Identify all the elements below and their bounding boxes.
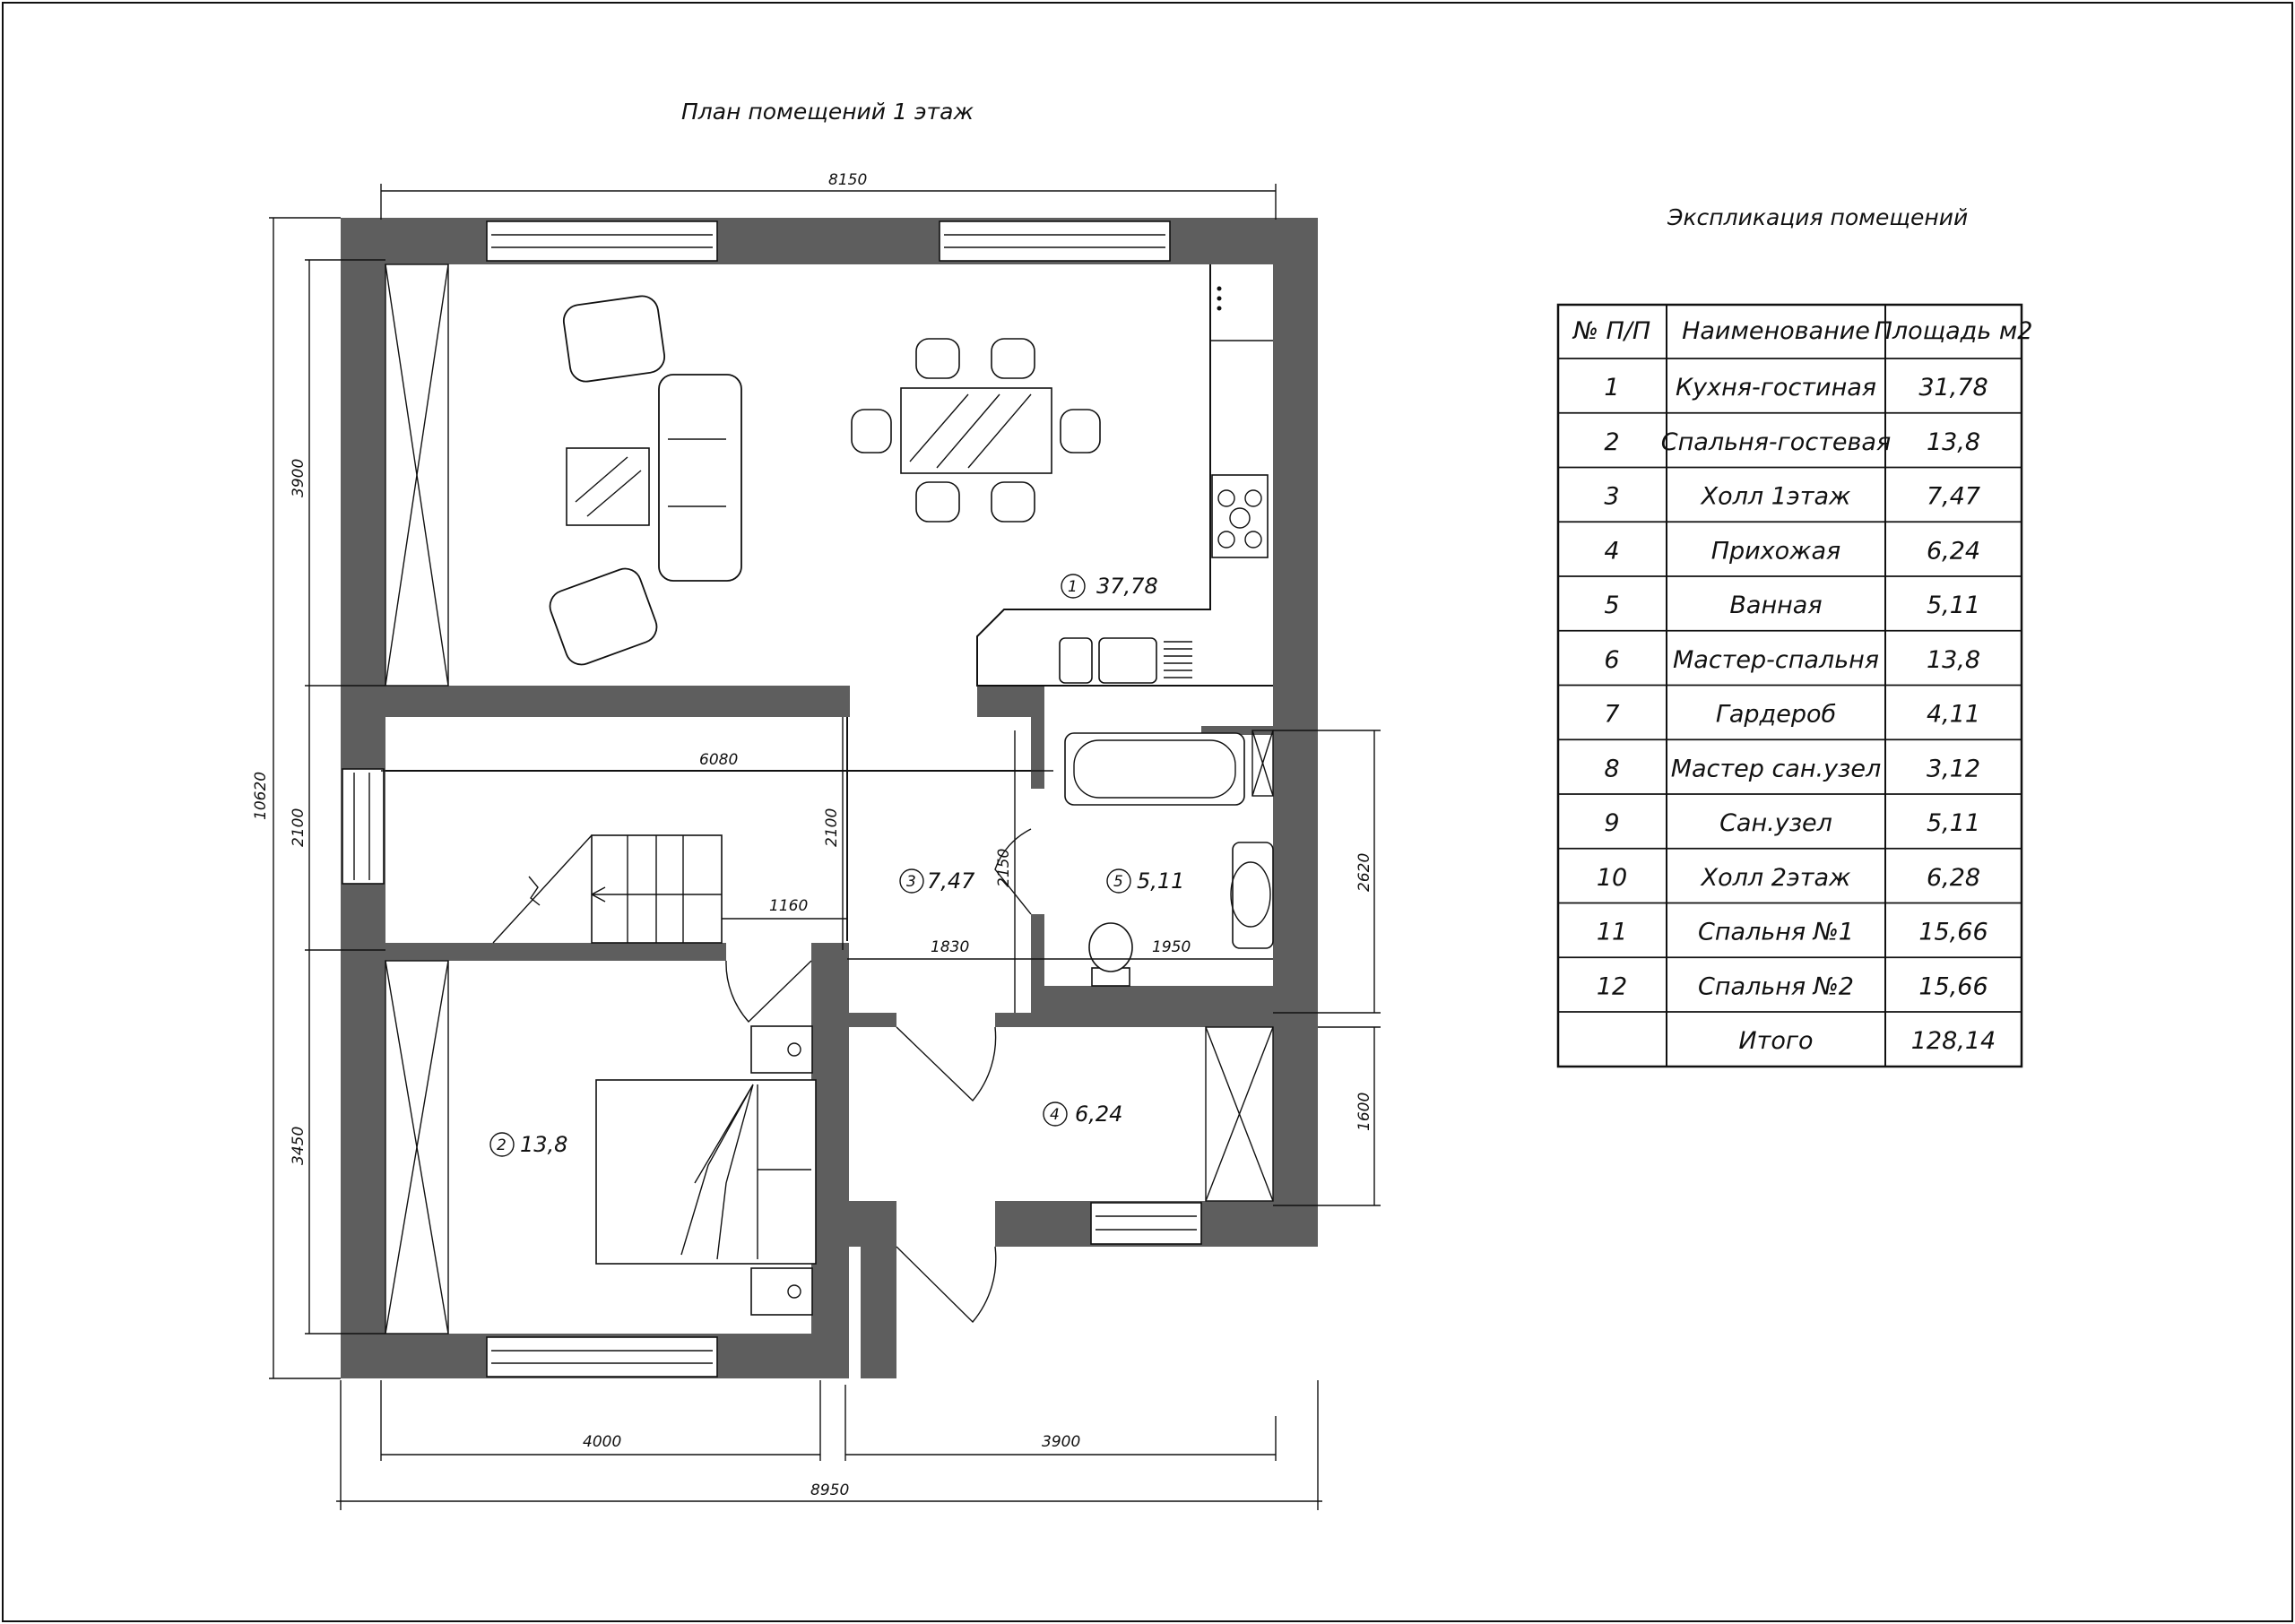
table-cell-num: 10 (1596, 863, 1628, 892)
dim-bottom-3900: 3900 (1042, 1433, 1081, 1451)
room-marker-1 (1061, 574, 1158, 599)
table-cell-area: 15,66 (1918, 918, 1988, 946)
dim-left-total: 10620 (252, 771, 270, 820)
room-3-area: 7,47 (927, 868, 975, 894)
dim-bottom-total: 8950 (810, 1481, 850, 1499)
table-total-value: 128,14 (1910, 1027, 1996, 1055)
plan-title: План помещений 1 этаж (681, 99, 974, 125)
dim-inner-1950: 1950 (1152, 938, 1191, 956)
table-cell-area: 31,78 (1918, 374, 1988, 402)
table-cell-num: 7 (1604, 700, 1620, 729)
table-cell-num: 5 (1604, 592, 1620, 619)
room-1-area: 37,78 (1096, 574, 1158, 599)
room-2-number: 2 (497, 1136, 507, 1154)
table-cell-area: 13,8 (1926, 645, 1981, 674)
room-5-area: 5,11 (1137, 868, 1185, 894)
table-cell-area: 5,11 (1926, 809, 1981, 837)
table-cell-area: 13,8 (1926, 428, 1981, 456)
dim-inner-6080: 6080 (699, 751, 739, 769)
table-cell-name: Холл 1этаж (1701, 482, 1851, 511)
table-cell-num: 8 (1604, 755, 1620, 783)
table-cell-name: Спальня-гостевая (1660, 428, 1892, 456)
table-cell-name: Ванная (1729, 592, 1823, 619)
room-marker-2 (490, 1132, 567, 1157)
dim-top-total: 8150 (828, 171, 868, 189)
table-header-name: Наименование (1682, 317, 1870, 345)
dim-right-1600: 1600 (1355, 1092, 1373, 1131)
table-cell-area: 4,11 (1926, 700, 1981, 729)
room-marker-3 (900, 868, 975, 894)
explication-table (1558, 305, 2032, 1067)
dim-inner-1160: 1160 (769, 897, 809, 915)
table-cell-num: 6 (1604, 645, 1620, 674)
table-cell-num: 2 (1604, 428, 1620, 456)
table-cell-num: 3 (1604, 482, 1620, 511)
table-cell-name: Мастер-спальня (1672, 645, 1880, 674)
cooktop (1212, 475, 1268, 557)
dim-left-1: 3900 (290, 458, 307, 497)
dim-inner-1830: 1830 (931, 938, 970, 956)
bed (596, 1026, 816, 1315)
table-cell-name: Спальня №1 (1698, 918, 1854, 946)
dining-table (852, 339, 1100, 522)
table-cell-num: 9 (1604, 809, 1620, 837)
table-header-area: Площадь м2 (1874, 317, 2033, 345)
table-cell-num: 1 (1604, 374, 1620, 402)
room-4-number: 4 (1050, 1106, 1060, 1124)
room-3-number: 3 (906, 873, 916, 891)
table-cell-area: 15,66 (1918, 972, 1988, 1001)
table-cell-num: 4 (1604, 537, 1620, 566)
table-cell-name: Гардероб (1715, 700, 1837, 729)
table-cell-num: 11 (1596, 918, 1628, 946)
dim-left-2: 2100 (290, 808, 307, 847)
table-cell-area: 6,28 (1926, 863, 1981, 892)
dim-left-3: 3450 (290, 1126, 307, 1165)
table-cell-area: 5,11 (1926, 592, 1981, 619)
dim-inner-2150: 2150 (995, 848, 1013, 887)
table-cell-num: 12 (1596, 972, 1628, 1001)
table-cell-name: Прихожая (1710, 537, 1841, 566)
dim-inner-2100: 2100 (823, 808, 841, 847)
table-cell-name: Сан.узел (1719, 809, 1832, 837)
dim-right-2620: 2620 (1355, 852, 1373, 892)
room-4-area: 6,24 (1075, 1101, 1123, 1127)
dim-bottom-4000: 4000 (583, 1433, 622, 1451)
table-cell-name: Мастер сан.узел (1670, 755, 1882, 783)
table-cell-name: Спальня №2 (1698, 972, 1854, 1001)
room-marker-4 (1044, 1101, 1122, 1127)
table-rows (1558, 358, 2022, 1000)
table-cell-name: Кухня-гостиная (1675, 374, 1877, 402)
room-marker-5 (1107, 868, 1184, 894)
table-cell-area: 3,12 (1926, 755, 1981, 783)
table-cell-name: Холл 2этаж (1701, 863, 1851, 892)
explication-title: Экспликация помещений (1667, 204, 1969, 230)
room-1-number: 1 (1068, 578, 1078, 596)
table-cell-area: 6,24 (1926, 537, 1981, 566)
table-total-label: Итого (1738, 1027, 1814, 1055)
table-header-num: № П/П (1572, 317, 1651, 345)
room-2-area: 13,8 (520, 1132, 568, 1157)
room-5-number: 5 (1113, 873, 1123, 891)
living-furniture (545, 294, 741, 669)
table-cell-area: 7,47 (1926, 482, 1981, 511)
